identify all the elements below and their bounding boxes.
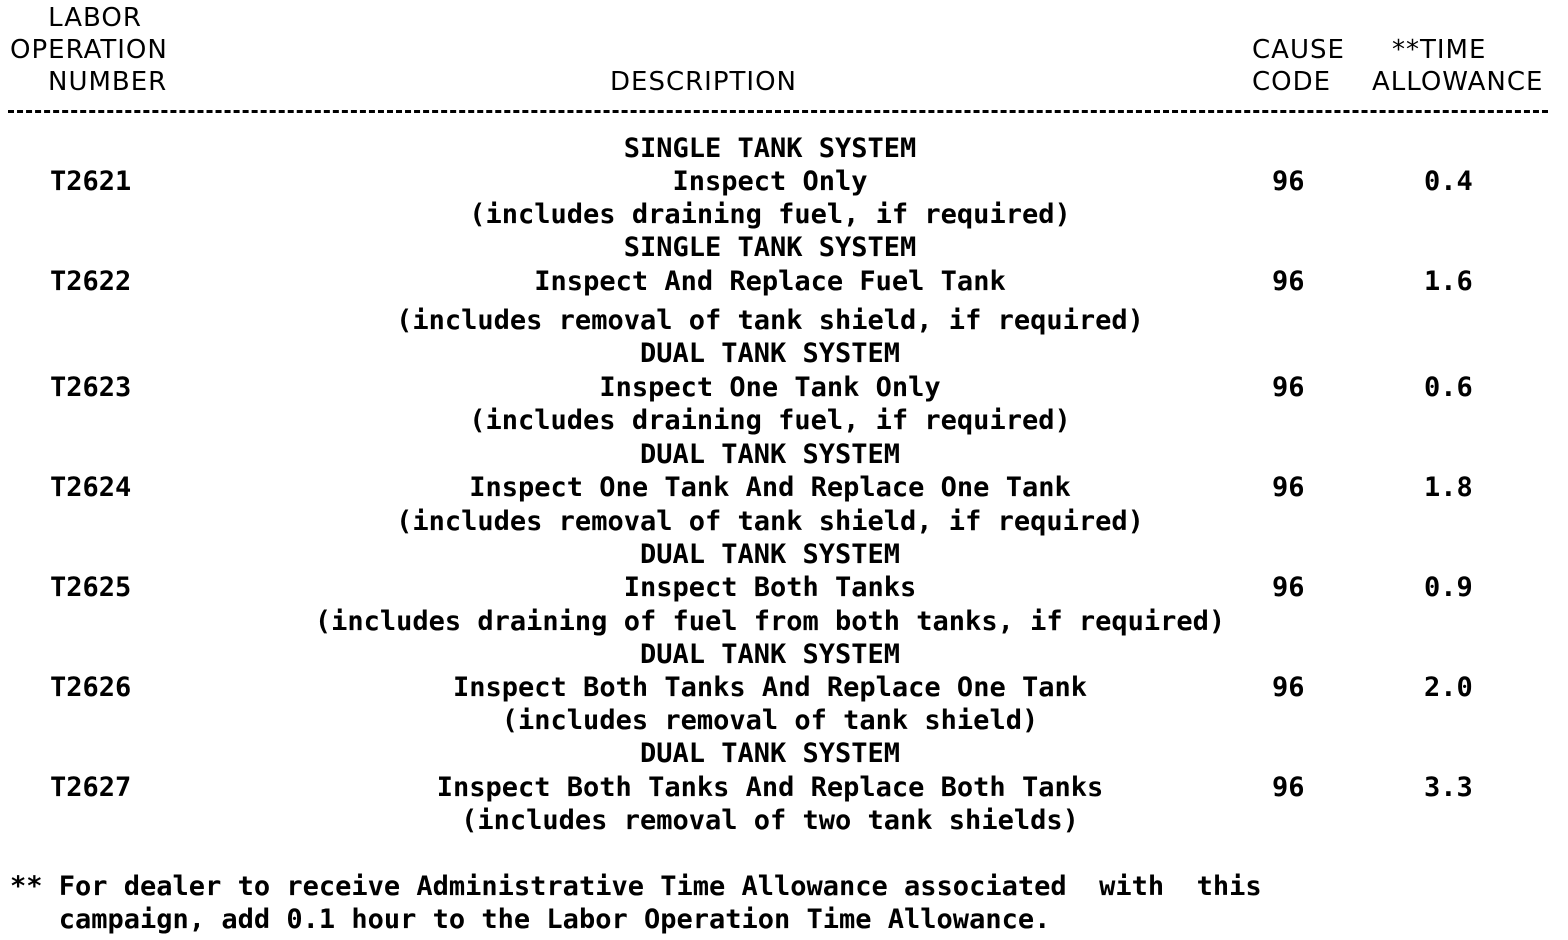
row-description: Inspect Both Tanks [623, 572, 917, 603]
header-labor-line3: NUMBER [48, 67, 168, 97]
row-system-label: SINGLE TANK SYSTEM [623, 133, 917, 164]
header-description: DESCRIPTION [610, 67, 797, 97]
cause-code: 96 [1272, 672, 1305, 703]
time-allowance: 0.9 [1424, 572, 1473, 603]
cause-code: 96 [1272, 266, 1305, 297]
time-allowance: 0.6 [1424, 372, 1473, 403]
row-description: Inspect One Tank Only [599, 372, 941, 403]
row-description: Inspect Only [672, 166, 868, 197]
labor-operation-number: T2623 [50, 372, 132, 403]
time-allowance: 3.3 [1424, 772, 1473, 803]
time-allowance: 2.0 [1424, 672, 1473, 703]
header-cause-line2: CODE [1252, 67, 1332, 97]
header-time-line1: **TIME [1392, 35, 1487, 65]
row-note: (includes draining of fuel from both tanks, if required) [314, 606, 1226, 637]
time-allowance: 1.8 [1424, 472, 1473, 503]
cause-code: 96 [1272, 772, 1305, 803]
labor-operation-number: T2625 [50, 572, 132, 603]
cause-code: 96 [1272, 372, 1305, 403]
header-labor-line1: LABOR [48, 3, 142, 33]
header-divider [8, 110, 1548, 113]
labor-operation-number: T2621 [50, 166, 132, 197]
labor-operation-number: T2624 [50, 472, 132, 503]
row-note: (includes removal of two tank shields) [461, 805, 1079, 836]
row-note: (includes draining fuel, if required) [469, 405, 1071, 436]
header-cause-line1: CAUSE [1252, 35, 1345, 65]
cause-code: 96 [1272, 166, 1305, 197]
footnote-line2: campaign, add 0.1 hour to the Labor Operation Time Allowance. [10, 904, 1051, 935]
labor-operation-number: T2627 [50, 772, 132, 803]
time-allowance: 0.4 [1424, 166, 1473, 197]
row-system-label: DUAL TANK SYSTEM [639, 439, 901, 470]
row-note: (includes removal of tank shield, if required) [396, 506, 1144, 537]
row-system-label: DUAL TANK SYSTEM [639, 738, 901, 769]
labor-operation-number: T2622 [50, 266, 132, 297]
row-note: (includes removal of tank shield) [501, 705, 1039, 736]
cause-code: 96 [1272, 472, 1305, 503]
cause-code: 96 [1272, 572, 1305, 603]
row-description: Inspect And Replace Fuel Tank [534, 266, 1006, 297]
time-allowance: 1.6 [1424, 266, 1473, 297]
row-system-label: DUAL TANK SYSTEM [639, 639, 901, 670]
row-description: Inspect Both Tanks And Replace Both Tanks [436, 772, 1104, 803]
footnote-line1: ** For dealer to receive Administrative Time Allowance associated with this [10, 871, 1262, 902]
row-system-label: SINGLE TANK SYSTEM [623, 232, 917, 263]
row-description: Inspect Both Tanks And Replace One Tank [453, 672, 1087, 703]
row-description: Inspect One Tank And Replace One Tank [469, 472, 1071, 503]
row-system-label: DUAL TANK SYSTEM [639, 338, 901, 369]
header-labor-line2: OPERATION [10, 35, 168, 65]
header-time-line2: ALLOWANCE [1372, 67, 1544, 97]
row-note: (includes draining fuel, if required) [469, 199, 1071, 230]
row-note: (includes removal of tank shield, if required) [396, 305, 1144, 336]
labor-operation-number: T2626 [50, 672, 132, 703]
row-system-label: DUAL TANK SYSTEM [639, 539, 901, 570]
